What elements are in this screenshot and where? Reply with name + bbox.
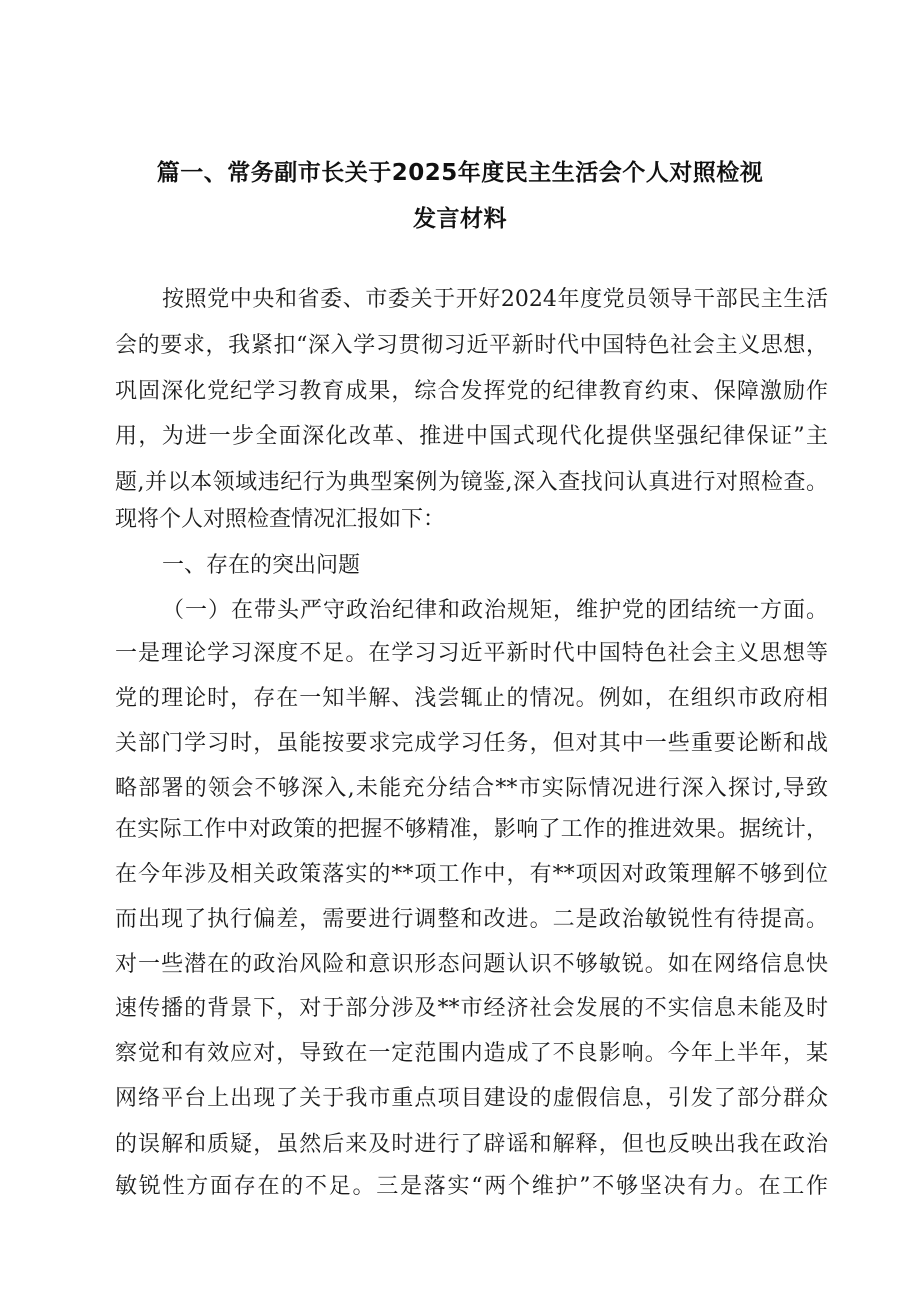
paragraph-line: 巩固深化党纪学习教育成果，综合发挥党的纪律教育约束、保障激励作 [115, 379, 828, 404]
paragraph-line: 速传播的背景下，对于部分涉及**市经济社会发展的不实信息未能及时 [115, 996, 828, 1021]
document-title-line-1: 篇一、常务副市长关于2025年度民主生活会个人对照检视 [156, 160, 764, 186]
paragraph-line: 的误解和质疑，虽然后来及时进行了辟谣和解释，但也反映出我在政治 [115, 1132, 828, 1157]
paragraph-line: 而出现了执行偏差，需要进行调整和改进。二是政治敏锐性有待提高。 [115, 907, 828, 932]
paragraph-line: 在实际工作中对政策的把握不够精准，影响了工作的推进效果。据统计， [115, 817, 828, 842]
paragraph-line: 党的理论时，存在一知半解、浅尝辄止的情况。例如，在组织市政府相 [115, 686, 828, 711]
paragraph-line: 敏锐性方面存在的不足。三是落实“两个维护”不够坚决有力。在工作 [115, 1174, 828, 1199]
paragraph-line: 察觉和有效应对，导致在一定范围内造成了不良影响。今年上半年，某 [115, 1041, 828, 1066]
paragraph-line: 现将个人对照检查情况汇报如下： [115, 507, 446, 532]
paragraph-line: 网络平台上出现了关于我市重点项目建设的虚假信息，引发了部分群众 [115, 1086, 828, 1111]
paragraph-line: 略部署的领会不够深入,未能充分结合**市实际情况进行深入探讨,导致 [115, 776, 828, 801]
paragraph-line: 一是理论学习深度不足。在学习习近平新时代中国特色社会主义思想等 [115, 641, 828, 666]
paragraph-line: 按照党中央和省委、市委关于开好2024年度党员领导干部民主生活 [162, 287, 828, 312]
paragraph-line: 会的要求，我紧扣“深入学习贯彻习近平新时代中国特色社会主义思想， [115, 333, 828, 358]
paragraph-line: 对一些潜在的政治风险和意识形态问题认识不够敏锐。如在网络信息快 [115, 952, 828, 977]
paragraph-line: 题,并以本领域违纪行为典型案例为镜鉴,深入查找问认真进行对照检查。 [115, 470, 828, 495]
paragraph-line: 用，为进一步全面深化改革、推进中国式现代化提供坚强纪律保证”主 [115, 424, 828, 449]
subsection-heading: （一）在带头严守政治纪律和政治规矩，维护党的团结统一方面。 [162, 598, 828, 623]
paragraph-line: 关部门学习时，虽能按要求完成学习任务，但对其中一些重要论断和战 [115, 731, 828, 756]
section-heading: 一、存在的突出问题 [162, 553, 361, 578]
paragraph-line: 在今年涉及相关政策落实的**项工作中，有**项因对政策理解不够到位 [115, 862, 828, 887]
document-title-line-2: 发言材料 [413, 206, 507, 232]
